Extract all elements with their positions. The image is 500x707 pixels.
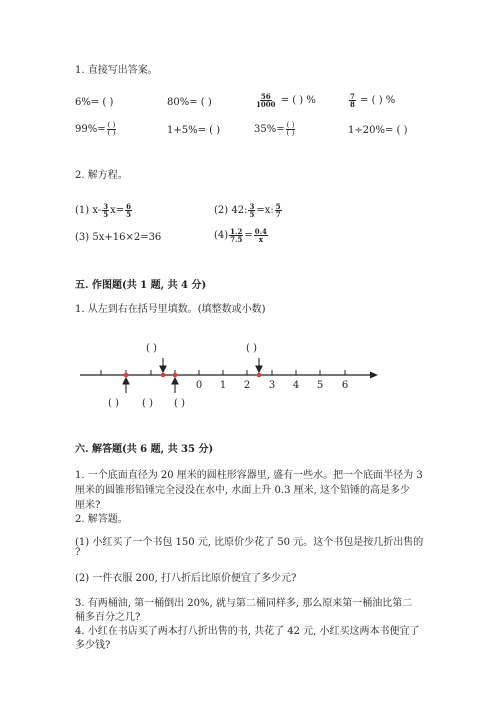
q1-title: 1. 直接写出答案。	[75, 65, 158, 76]
point-marker	[173, 373, 178, 378]
sec6-q3-line: 3. 有两桶油, 第一桶倒出 20%, 就与第二桶同样多, 那么原来第一桶油比第二	[75, 598, 413, 609]
fraction: $\frac{7}{8}$	[350, 92, 355, 109]
fraction: $\frac{3}{5}$	[103, 202, 109, 219]
answer-paren-lower-2: ( )	[142, 398, 153, 409]
eq-3: (3) 5x+16×2=36	[75, 232, 162, 243]
q1-item-8: 1÷20%= ( )	[348, 125, 408, 136]
point-marker	[257, 373, 262, 378]
sec6-q4-line: 4. 小红在书店买了两本打八折出售的书, 共花了 42 元, 小红买这两本书便宜了	[75, 626, 420, 637]
sec6-q2a: (1) 小红买了一个书包 150 元, 比原价少花了 50 元。这个书包是按几折出售的	[75, 537, 424, 548]
tick-label: 2	[243, 380, 251, 391]
point-marker	[161, 373, 166, 378]
down-arrow-icon	[256, 366, 262, 372]
answer-paren-upper-right: ( )	[246, 343, 257, 354]
q1-item-6: 1+5%= ( )	[167, 125, 221, 136]
q1-item-2: 80%= ( )	[167, 97, 212, 108]
sec6-q2-title: 2. 解答题。	[75, 514, 128, 525]
fraction: $\frac{( )}{( )}$	[286, 121, 295, 137]
eq-4: (4) $\frac{1.2}{7.5}$ = $\frac{0.4}{x}$	[214, 227, 267, 244]
sec6-q1-line: 厘米?	[75, 500, 101, 511]
fraction: $\frac{0.4}{x}$	[254, 227, 267, 244]
up-arrow-icon	[172, 378, 178, 384]
q1-item-4: $\frac{7}{8}$ = ( ) %	[350, 92, 396, 109]
q1-item-1: 6%= ( )	[75, 97, 114, 108]
number-line-arrowhead	[370, 372, 378, 379]
tick-label: 1	[219, 380, 227, 391]
q2-title: 2. 解方程。	[75, 170, 128, 181]
sec6-q1-line: 厘米的圆锥形铅锤完全浸没在水中, 水面上升 0.3 厘米, 这个铅锤的高是多少	[75, 485, 410, 496]
eq-1: (1) x- $\frac{3}{5}$ x= $\frac{6}{5}$	[75, 202, 131, 219]
fraction: $\frac{3}{5}$	[249, 202, 255, 219]
fraction: $\frac{1.2}{7.5}$	[230, 227, 243, 244]
up-arrow-icon	[123, 378, 129, 384]
q1-item-7: 35%= $\frac{( )}{( )}$	[254, 121, 295, 137]
sec6-q1-line: 1. 一个底面直径为 20 厘米的圆柱形容器里, 盛有一些水。把一个底面半径为 3	[75, 470, 423, 481]
sec5-question-1: 1. 从左到右在括号里填数。(填整数或小数)	[75, 304, 266, 315]
fraction: $\frac{6}{5}$	[126, 202, 131, 219]
section-6-heading: 六. 解答题(共 6 题, 共 35 分)	[75, 444, 214, 455]
point-marker	[124, 373, 129, 378]
tick-label: 5	[316, 380, 324, 391]
fraction: $\frac{( )}{( )}$	[107, 121, 116, 137]
fraction: $\frac{5}{7}$	[275, 202, 281, 219]
answer-paren-upper-left: ( )	[146, 343, 157, 354]
section-5-heading: 五. 作图题(共 1 题, 共 4 分)	[75, 280, 207, 291]
q1-item-5: 99%= $\frac{( )}{( )}$	[75, 121, 116, 137]
q1-item-3: $\frac{56}{1000}$ = ( ) %	[256, 92, 316, 109]
eq-2: (2) 42: $\frac{3}{5}$ =x: $\frac{5}{7}$	[214, 202, 281, 219]
fraction: $\frac{56}{1000}$	[256, 92, 276, 109]
sec6-q3-line: 桶多百分之几?	[75, 612, 141, 623]
answer-paren-lower-1: ( )	[108, 398, 119, 409]
answer-paren-lower-3: ( )	[174, 398, 185, 409]
sec6-q2b: (2) 一件衣服 200, 打八折后比原价便宜了多少元?	[75, 573, 297, 584]
sec6-q2a-cont: ?	[75, 547, 81, 558]
tick-label: 6	[341, 380, 349, 391]
tick-label: 3	[268, 380, 276, 391]
sec6-q4-line: 多少钱?	[75, 640, 111, 651]
tick-label: 4	[292, 380, 300, 391]
down-arrow-icon	[160, 366, 166, 372]
tick-label: 0	[195, 380, 203, 391]
